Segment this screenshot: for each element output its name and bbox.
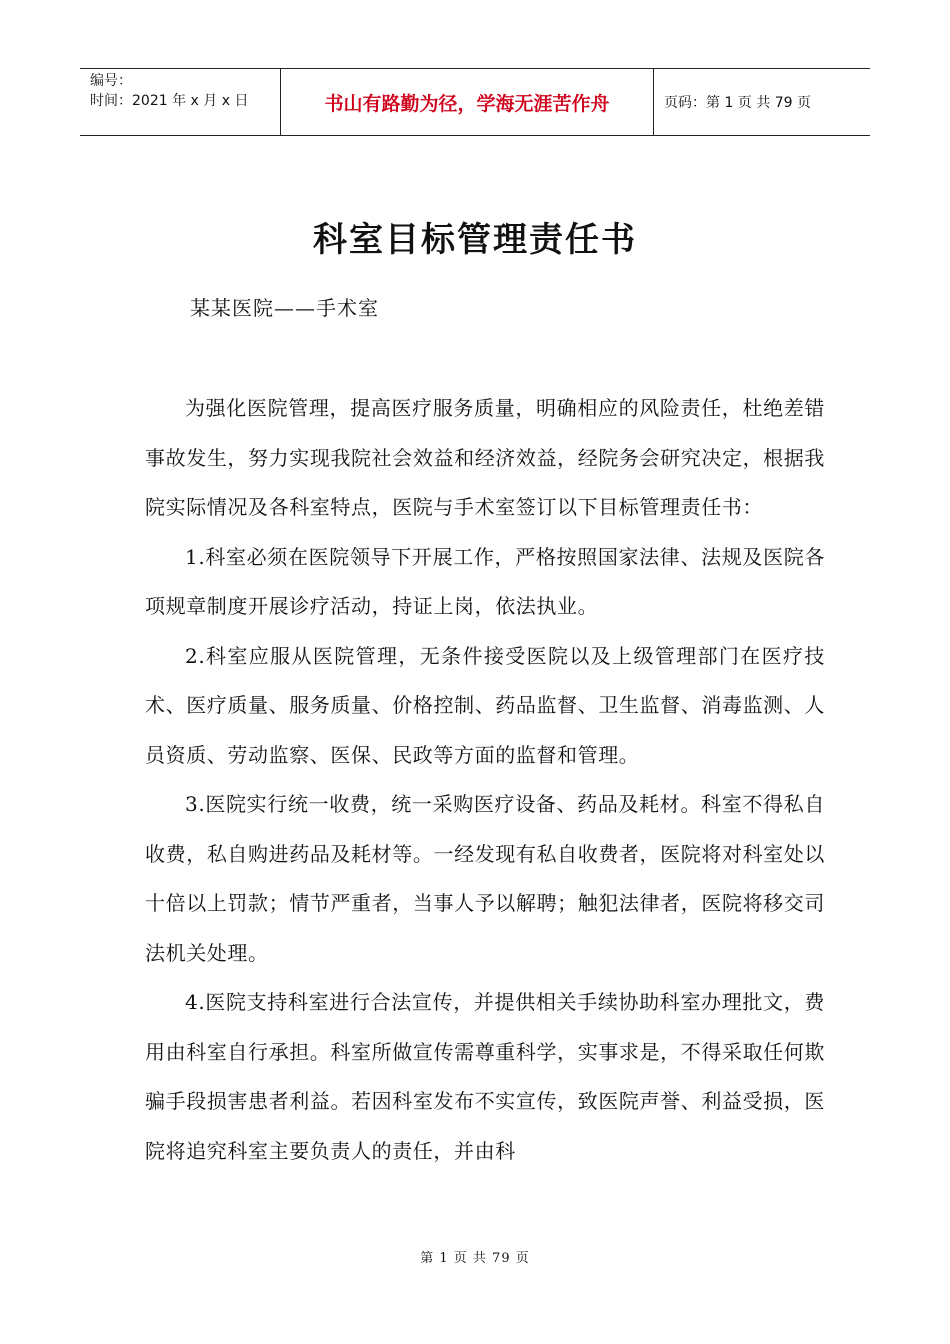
intro-paragraph: 为强化医院管理，提高医疗服务质量，明确相应的风险责任，杜绝差错事故发生，努力实现我院社会效益和经济效益，经院务会研究决定，根据我院实际情况及各科室特点，医院与手术室签订以下目标管理责任书： bbox=[145, 396, 825, 519]
header-motto: 书山有路勤为径，学海无涯苦作舟 bbox=[280, 69, 654, 135]
header-page-info: 页码：第 1 页 共 79 页 bbox=[664, 95, 811, 111]
document-title: 科室目标管理责任书 bbox=[313, 220, 637, 260]
document-date: 时间：2021 年 x 月 x 日 bbox=[90, 93, 249, 109]
header-meta bbox=[80, 69, 280, 135]
document-body bbox=[145, 384, 825, 1176]
clause-1-paragraph: 1.科室必须在医院领导下开展工作，严格按照国家法律、法规及医院各项规章制度开展诊疗活动，持证上岗，依法执业。 bbox=[145, 544, 825, 618]
clause-3-paragraph: 3.医院实行统一收费，统一采购医疗设备、药品及耗材。科室不得私自收费，私自购进药品及耗材等。一经发现有私自收费者，医院将对科室处以十倍以上罚款；情节严重者，当事人予以解聘；触犯法律者，医院将移交司法机关处理。 bbox=[145, 792, 825, 965]
document-number-label: 编号： bbox=[90, 73, 132, 89]
document-subtitle: 某某医院——手术室 bbox=[190, 296, 379, 320]
clause-2-paragraph: 2.科室应服从医院管理，无条件接受医院以及上级管理部门在医疗技术、医疗质量、服务质量、价格控制、药品监督、卫生监督、消毒监测、人员资质、劳动监察、医保、民政等方面的监督和管理。 bbox=[145, 643, 825, 767]
page-header bbox=[80, 68, 870, 136]
clause-4-paragraph: 4.医院支持科室进行合法宣传，并提供相关手续协助科室办理批文，费用由科室自行承担。科室所做宣传需尊重科学，实事求是，不得采取任何欺骗手段损害患者利益。若因科室发布不实宣传，致医院声誉、利益受损，医院将追究科室主要负责人的责任，并由科 bbox=[145, 990, 825, 1163]
page-footer: 第 1 页 共 79 页 bbox=[420, 1251, 530, 1266]
